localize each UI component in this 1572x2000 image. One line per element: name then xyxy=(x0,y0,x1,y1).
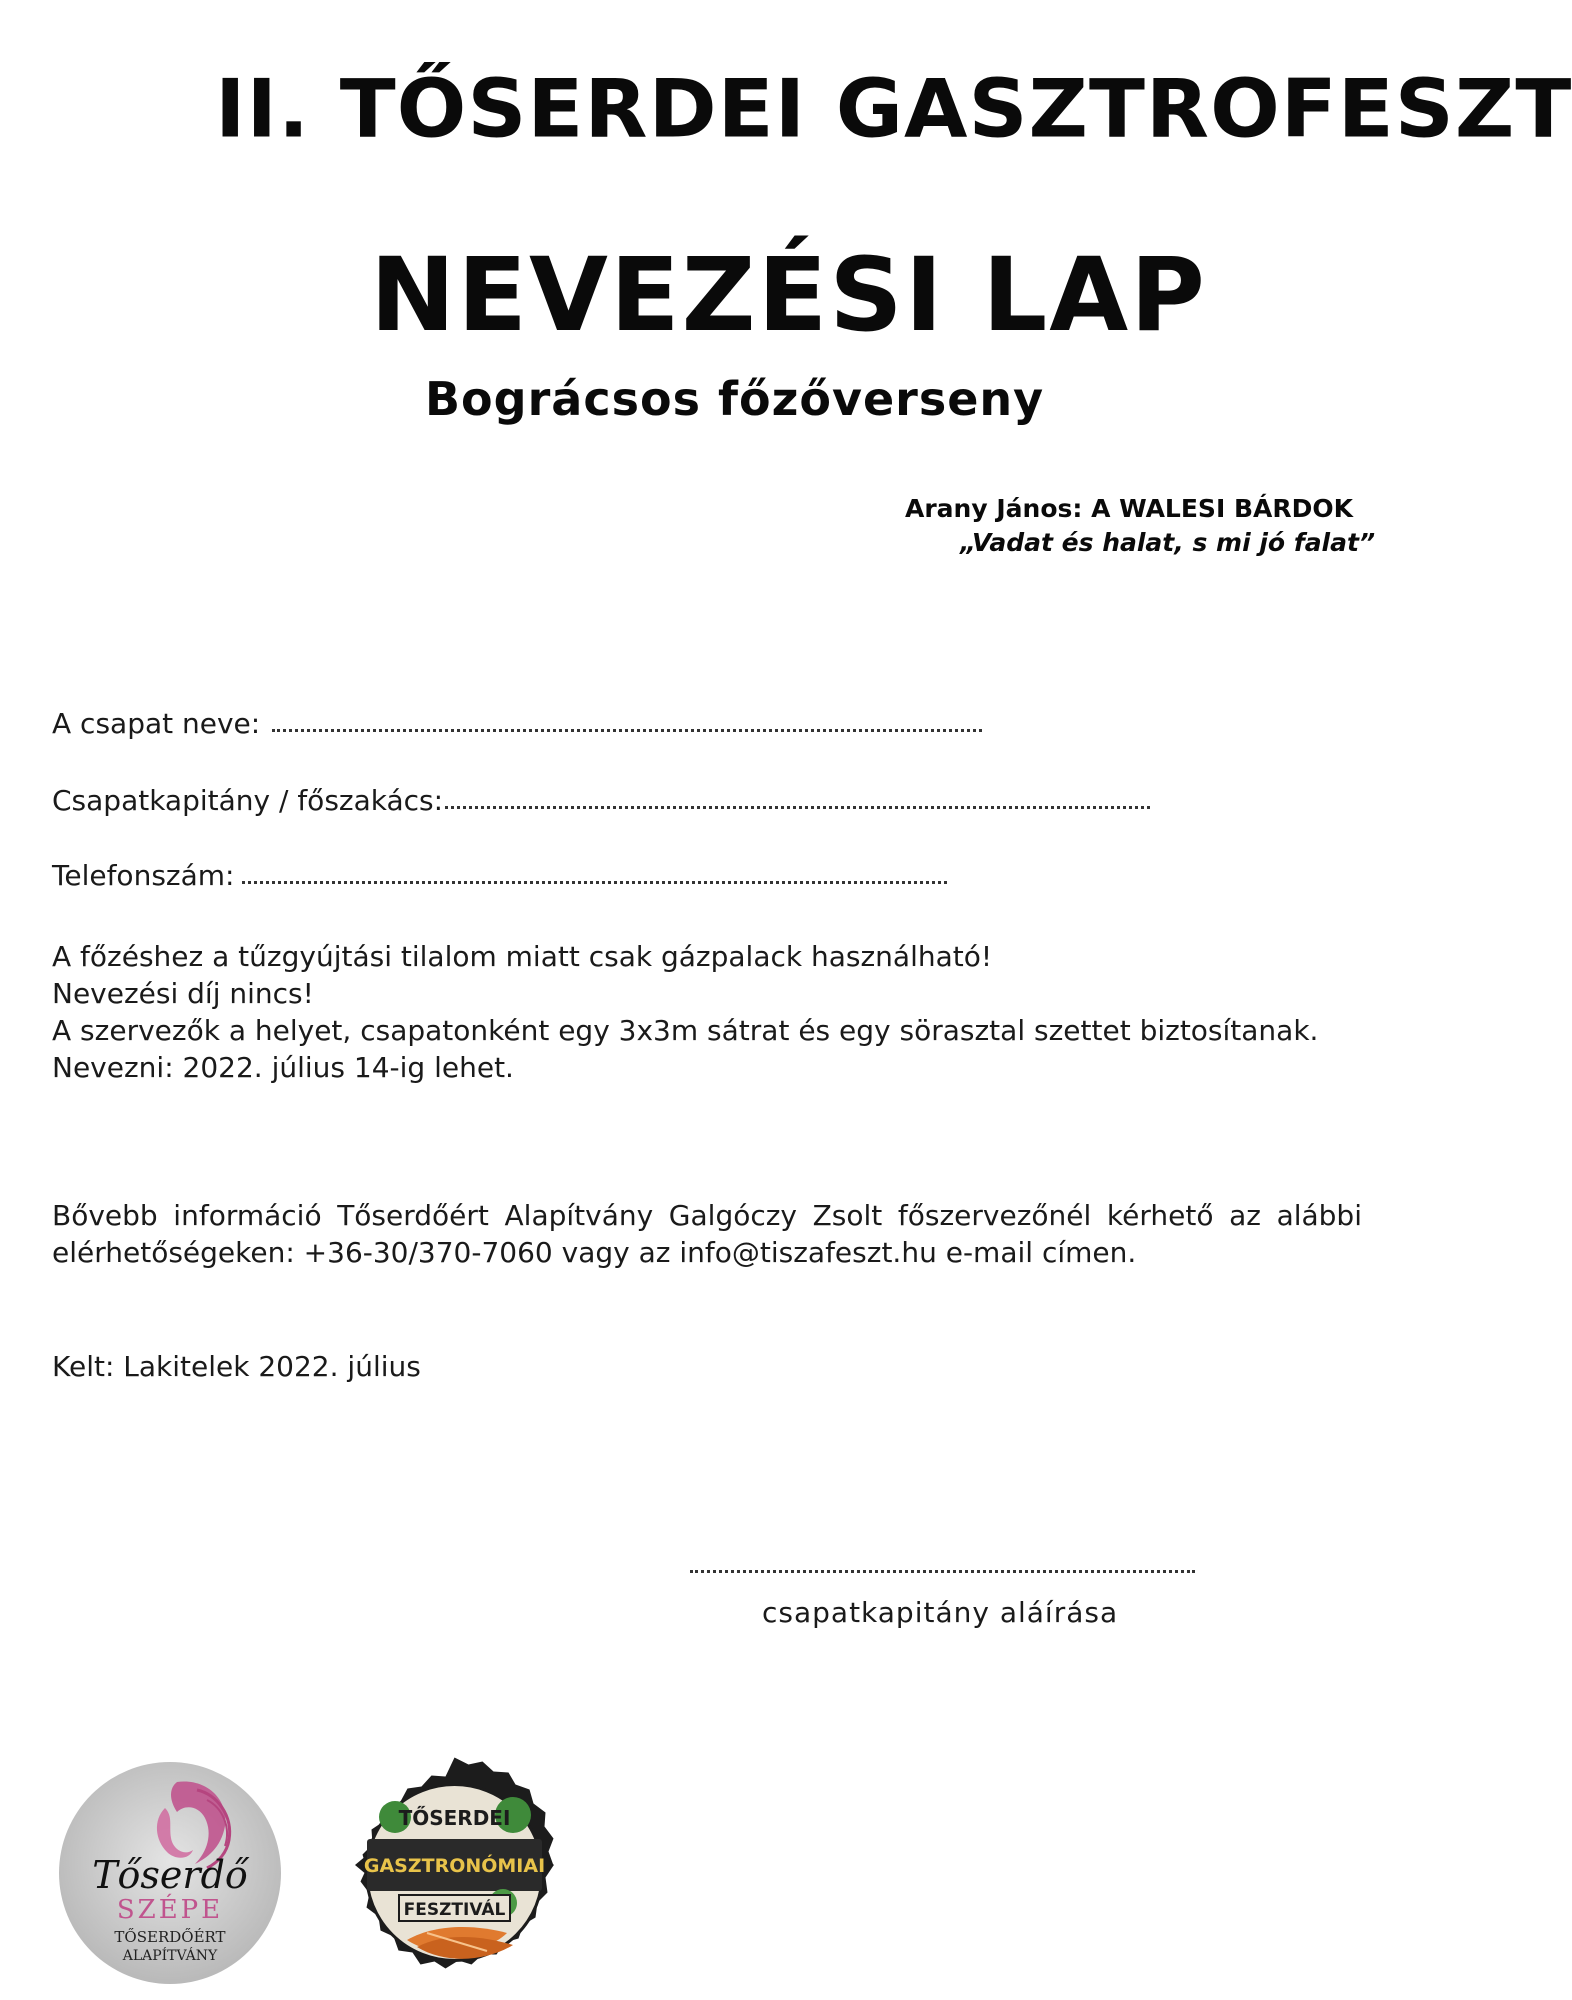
info-provided: A szervezők a helyet, csapatonként egy 3x3m sátrat és egy sörasztal szettet biztosítanak. xyxy=(52,1014,1319,1047)
team-name-field[interactable] xyxy=(52,700,982,740)
logo-toserdo-name: Tőserdő xyxy=(92,1853,248,1897)
info-gas-notice: A főzéshez a tűzgyújtási tilalom miatt csak gázpalack használható! xyxy=(52,940,993,973)
quote-author: Arany János: A WALESI BÁRDOK xyxy=(905,494,1353,523)
date-place: Kelt: Lakitelek 2022. július xyxy=(52,1350,421,1383)
logo-toserdo-szepe: SZÉPE xyxy=(116,1895,224,1925)
form-subtitle: Bográcsos főzőverseny xyxy=(425,372,1045,426)
quote-text: „Vadat és halat, s mi jó falat” xyxy=(960,528,1376,557)
phone-line[interactable] xyxy=(242,881,947,884)
info-no-fee: Nevezési díj nincs! xyxy=(52,977,314,1010)
form-title: NEVEZÉSI LAP xyxy=(370,236,1207,355)
logo-toserdo-line4: ALAPÍTVÁNY xyxy=(122,1948,218,1964)
signature-label: csapatkapitány aláírása xyxy=(762,1596,1119,1629)
signature-line[interactable] xyxy=(690,1570,1195,1573)
captain-field[interactable] xyxy=(52,777,1150,817)
logo-gasztro-top: TŐSERDEI xyxy=(398,1806,511,1830)
info-deadline: Nevezni: 2022. július 14-ig lehet. xyxy=(52,1051,514,1084)
captain-label: Csapatkapitány / főszakács: xyxy=(52,784,444,817)
info-block xyxy=(52,938,1362,1086)
event-title: II. TŐSERDEI GASZTROFESZT xyxy=(215,62,1572,157)
phone-field[interactable] xyxy=(52,852,947,892)
phone-label: Telefonszám: xyxy=(52,859,235,892)
gasztro-fesztival-logo xyxy=(337,1755,572,1990)
toserdo-szepe-logo xyxy=(57,1760,283,1986)
logo-gasztro-middle: GASZTRONÓMIAI xyxy=(363,1855,546,1877)
logo-gasztro-bottom: FESZTIVÁL xyxy=(403,1900,506,1920)
captain-line[interactable] xyxy=(445,806,1150,809)
team-name-line[interactable] xyxy=(272,729,982,732)
contact-info: Bővebb információ Tőserdőért Alapítvány Galgóczy Zsolt főszervezőnél kérhető az alábbi elérhetőségeken: +36-30/370-7060 vagy az info@tiszafeszt.hu e-mail címen. xyxy=(52,1199,1362,1269)
team-name-label: A csapat neve: xyxy=(52,707,261,740)
logo-toserdo-line3: TŐSERDŐÉRT xyxy=(114,1928,226,1946)
